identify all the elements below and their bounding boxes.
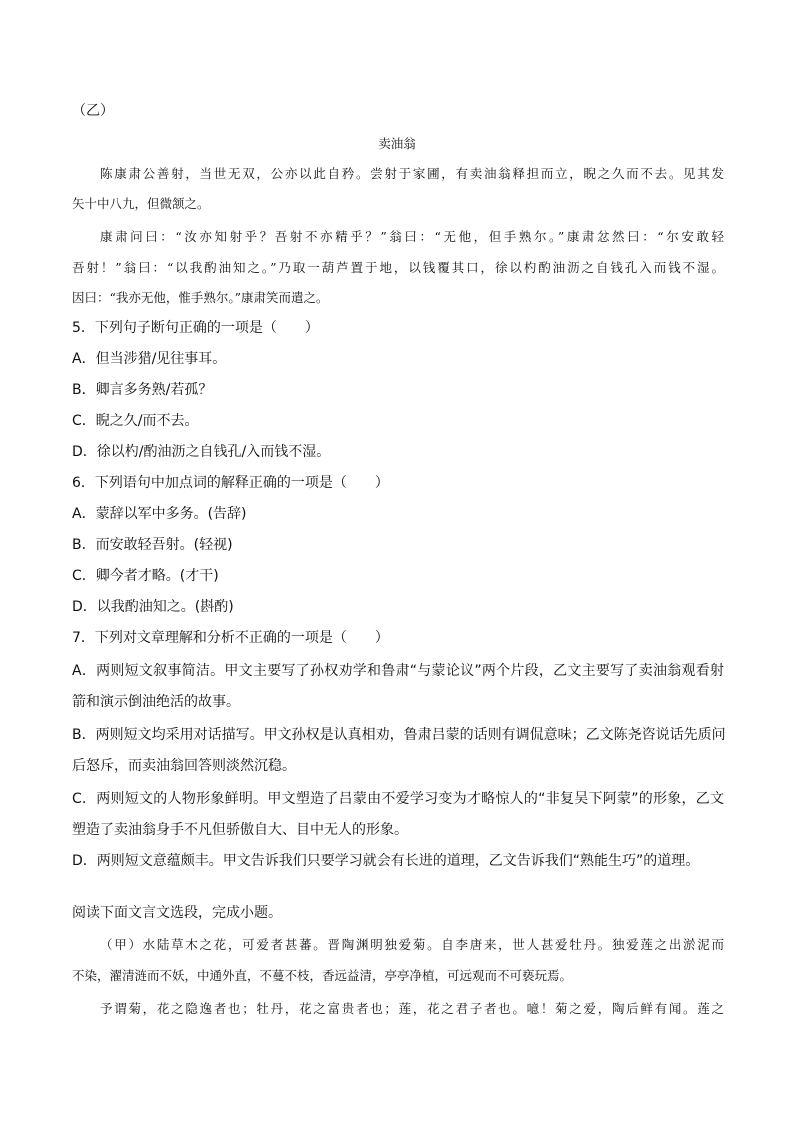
passage-line: 予谓菊，花之隐逸者也；牡丹，花之富贵者也；莲，花之君子者也。噫！菊之爱，陶后鲜有闻。莲之 (100, 1001, 724, 1016)
reading-prompt: 阅读下面文言文选段，完成小题。 (72, 905, 282, 921)
question-option: B．卿言多务熟/若孤？ (72, 382, 213, 398)
question-option: B．两则短文均采用对话描写。甲文孙权是认真相劝，鲁肃吕蒙的话则有调侃意味；乙文陈尧咨说话先质问 (72, 727, 726, 743)
essay-line: 因曰：“我亦无他，惟手熟尔。”康肃笑而遣之。 (72, 290, 329, 305)
essay-line: 陈康肃公善射，当世无双，公亦以此自矜。尝射于家圃，有卖油翁释担而立，睨之久而不去。见其发 (100, 166, 724, 181)
question-option: 箭和演示倒油绝活的故事。 (72, 694, 240, 710)
passage-line: 不染，濯清涟而不妖，中通外直，不蔓不枝，香远益清，亭亭净植，可远观而不可亵玩焉。 (72, 968, 573, 983)
question-option: A．蒙辞以军中多务。(告辞) (72, 506, 247, 522)
question-option: D．徐以杓/酌油沥之自钱孔/入而钱不湿。 (72, 444, 331, 460)
question-option: 塑造了卖油翁身手不凡但骄傲自大、目中无人的形象。 (72, 822, 408, 838)
question-stem: 6．下列语句中加点词的解释正确的一项是（ ） (72, 475, 389, 491)
essay-line: 吾射！”翁曰：“以我酌油知之。”乃取一葫芦置于地，以钱覆其口，徐以杓酌油沥之自钱孔入而钱不湿。 (72, 260, 724, 275)
essay-title: 卖油翁 (378, 136, 416, 151)
question-option: D．两则短文意蕴颇丰。甲文告诉我们只要学习就会有长进的道理，乙文告诉我们“熟能生巧”的道理。 (72, 853, 700, 869)
passage-line: （甲）水陆草木之花，可爱者甚蕃。晋陶渊明独爱菊。自李唐来，世人甚爱牡丹。独爱莲之出淤泥而 (100, 937, 724, 952)
question-stem: 7．下列对文章理解和分析不正确的一项是（ ） (72, 630, 389, 646)
question-option: A．但当涉猎/见往事耳。 (72, 351, 227, 367)
question-option: A．两则短文叙事简洁。甲文主要写了孙权劝学和鲁肃“与蒙论议”两个片段，乙文主要写了卖油翁观看射 (72, 663, 724, 679)
question-option: D．以我酌油知之。(斟酌) (72, 599, 234, 615)
question-option: C．两则短文的人物形象鲜明。甲文塑造了吕蒙由不爱学习变为才略惊人的“非复吴下阿蒙”的形象，乙文 (72, 791, 724, 807)
essay-line: 矢十中八九，但微颔之。 (72, 196, 210, 211)
question-stem: 5．下列句子断句正确的一项是（ ） (72, 320, 319, 336)
question-option: C．睨之久/而不去。 (72, 413, 199, 429)
question-option: 后怒斥，而卖油翁回答则淡然沉稳。 (72, 758, 296, 774)
essay-line: 康肃问曰：“汝亦知射乎？吾射不亦精乎？”翁曰：“无他，但手熟尔。”康肃忿然曰：“尔安敢轻 (100, 229, 724, 244)
question-option: C．卿今者才略。(才干) (72, 568, 219, 584)
question-option: B．而安敢轻吾射。(轻视) (72, 537, 233, 553)
section-label: （乙） (72, 103, 114, 119)
